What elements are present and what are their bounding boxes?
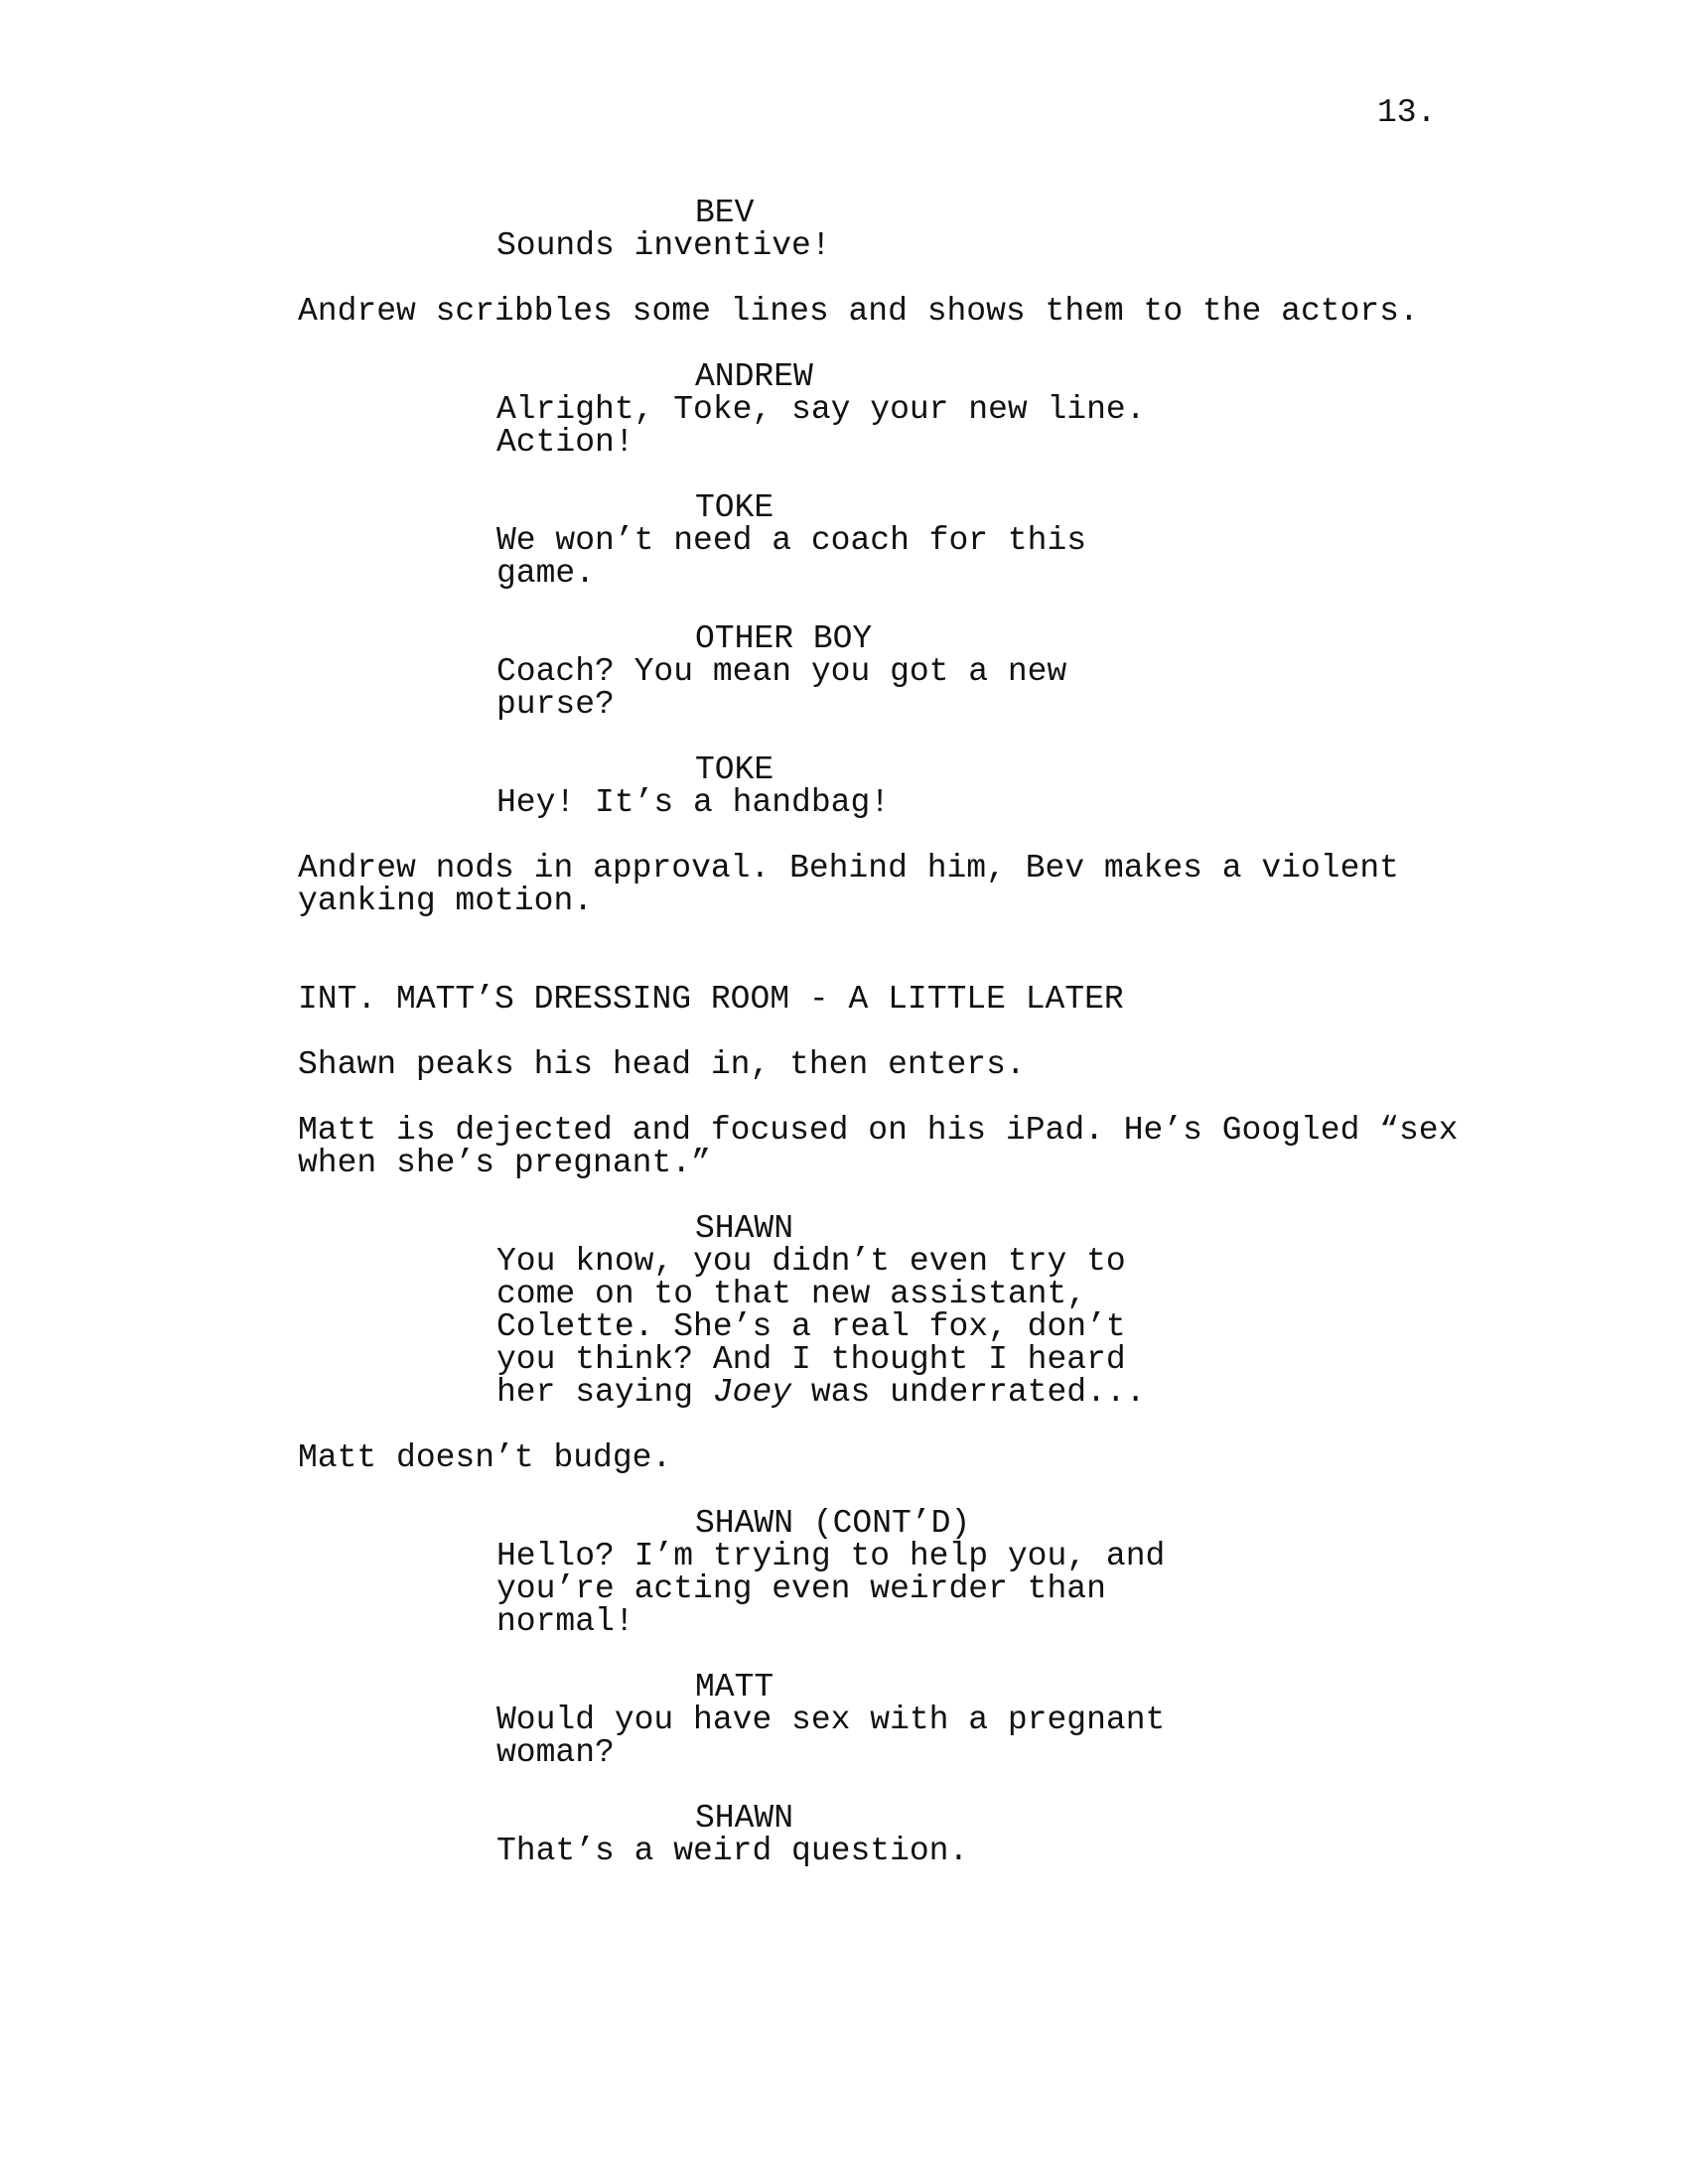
- dialogue-line: normal!: [496, 1603, 634, 1640]
- dialogue-line: Action!: [496, 424, 634, 461]
- action-line: Andrew scribbles some lines and shows them to the actors.: [298, 293, 1419, 330]
- dialogue-line: Alright, Toke, say your new line.: [496, 391, 1146, 428]
- character-cue: SHAWN (CONT’D): [695, 1505, 971, 1542]
- dialogue-line: Coach? You mean you got a new: [496, 653, 1067, 690]
- action-line: Shawn peaks his head in, then enters.: [298, 1046, 1026, 1083]
- dialogue-line: purse?: [496, 686, 615, 723]
- character-cue: MATT: [695, 1669, 774, 1706]
- dialogue-line: You know, you didn’t even try to: [496, 1243, 1126, 1280]
- dialogue-line: woman?: [496, 1734, 615, 1771]
- dialogue-line: game.: [496, 555, 596, 592]
- action-line: yanking motion.: [298, 883, 594, 919]
- dialogue-line: Hey! It’s a handbag!: [496, 784, 891, 821]
- character-cue: BEV: [695, 195, 755, 231]
- dialogue-line: Colette. She’s a real fox, don’t: [496, 1308, 1126, 1345]
- character-cue: TOKE: [695, 489, 774, 526]
- page-number: 13.: [1377, 94, 1437, 131]
- dialogue-line: Hello? I’m trying to help you, and: [496, 1538, 1166, 1574]
- action-line: Matt is dejected and focused on his iPad. He’s Googled “sex: [298, 1112, 1459, 1149]
- dialogue-line: her saying Joey was underrated...: [496, 1374, 1146, 1411]
- character-cue: ANDREW: [695, 358, 813, 395]
- character-cue: SHAWN: [695, 1210, 794, 1247]
- dialogue-line: come on to that new assistant,: [496, 1276, 1087, 1312]
- scene-heading: INT. MATT’S DRESSING ROOM - A LITTLE LATER: [298, 981, 1124, 1018]
- dialogue-line: We won’t need a coach for this: [496, 522, 1087, 559]
- action-line: Andrew nods in approval. Behind him, Bev makes a violent: [298, 850, 1399, 887]
- dialogue-line: you think? And I thought I heard: [496, 1341, 1126, 1378]
- character-cue: TOKE: [695, 751, 774, 788]
- dialogue-line: Would you have sex with a pregnant: [496, 1702, 1166, 1738]
- dialogue-line: That’s a weird question.: [496, 1833, 969, 1869]
- action-line: when she’s pregnant.”: [298, 1145, 711, 1181]
- dialogue-line: Sounds inventive!: [496, 227, 831, 264]
- action-line: Matt doesn’t budge.: [298, 1439, 672, 1476]
- character-cue: OTHER BOY: [695, 620, 873, 657]
- character-cue: SHAWN: [695, 1800, 794, 1837]
- dialogue-line: you’re acting even weirder than: [496, 1570, 1106, 1607]
- show-title-emphasis: Joey: [712, 1374, 792, 1411]
